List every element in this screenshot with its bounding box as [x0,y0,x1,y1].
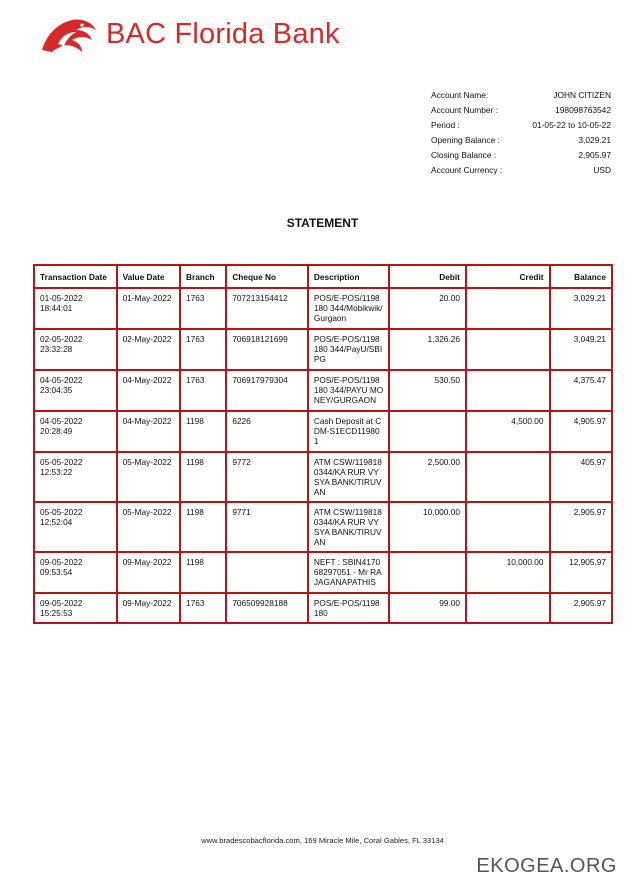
balance: 4,905.97 [550,411,612,452]
transaction-date: 02-05-2022 23:32:28 [34,329,117,370]
balance: 405.97 [550,452,612,502]
cheque-no: 6226 [226,411,308,452]
debit: 99.00 [389,593,466,623]
value-date: 04-May-2022 [117,370,180,411]
cheque-no: 9772 [226,452,308,502]
description: ATM CSW/1198180344/KA RUR VYSYA BANK/TIRUVAN [308,502,390,552]
cheque-no: 707213154412 [226,288,308,329]
table-row [34,370,612,411]
col-debit: Debit [389,265,466,288]
closing-balance-label: Closing Balance : [431,150,497,160]
credit [466,288,550,329]
cheque-no: 706509928188 [226,593,308,623]
bank-logo [38,14,340,54]
statement-title: STATEMENT [286,216,359,230]
table-row [34,452,612,502]
col-value-date: Value Date [117,265,180,288]
debit: 2,500.00 [389,452,466,502]
col-branch: Branch [180,265,226,288]
period-value: 01-05-22 to 10-05-22 [532,120,611,130]
col-balance: Balance [550,265,612,288]
account-info-row [431,148,611,163]
lion-logo-icon [38,14,100,54]
branch: 1198 [180,502,226,552]
transaction-date: 04-05-2022 23:04:35 [34,370,117,411]
table-header-row [34,265,612,288]
opening-balance-value: 3,029.21 [578,135,611,145]
account-currency-label: Account Currency : [431,165,503,175]
account-info-row [431,163,611,178]
value-date: 09-May-2022 [117,593,180,623]
transaction-date: 09-05-2022 09:53:54 [34,552,117,593]
debit [389,552,466,593]
account-info-row [431,118,611,133]
branch: 1763 [180,593,226,623]
transaction-date: 05-05-2022 12:52:04 [34,502,117,552]
transaction-date: 05-05-2022 12:53:22 [34,452,117,502]
account-number-value: 198098763542 [555,105,611,115]
value-date: 01-May-2022 [117,288,180,329]
balance: 3,049.21 [550,329,612,370]
account-info-row [431,133,611,148]
watermark: EKOGEA.ORG [476,855,617,877]
cheque-no: 9771 [226,502,308,552]
account-name-value: JOHN CITIZEN [553,90,611,100]
debit: 530.50 [389,370,466,411]
debit [389,411,466,452]
credit [466,370,550,411]
credit [466,502,550,552]
debit: 1,326.26 [389,329,466,370]
debit: 10,000.00 [389,502,466,552]
transactions-table [33,264,613,624]
description: POS/E-POS/1198180 344/PAYU MONEY/GURGAON [308,370,390,411]
col-description: Description [308,265,390,288]
value-date: 05-May-2022 [117,502,180,552]
table-row [34,593,612,623]
branch: 1763 [180,329,226,370]
table-row [34,502,612,552]
account-info [431,88,611,178]
cheque-no [226,552,308,593]
account-number-label: Account Number : [431,105,499,115]
balance: 2,905.97 [550,502,612,552]
balance: 12,905.97 [550,552,612,593]
value-date: 05-May-2022 [117,452,180,502]
credit: 4,500.00 [466,411,550,452]
table-row [34,329,612,370]
branch: 1198 [180,411,226,452]
description: POS/E-POS/1198180 344/Mobikwik/Gurgaon [308,288,390,329]
period-label: Period : [431,120,460,130]
balance: 2,905.97 [550,593,612,623]
account-currency-value: USD [593,165,611,175]
credit: 10,000.00 [466,552,550,593]
closing-balance-value: 2,905.97 [578,150,611,160]
description: POS/E-POS/1198180 344/PayU/SBIPG [308,329,390,370]
branch: 1198 [180,452,226,502]
credit [466,329,550,370]
branch: 1198 [180,552,226,593]
transaction-date: 04-05-2022 20:28:49 [34,411,117,452]
value-date: 02-May-2022 [117,329,180,370]
balance: 3,029.21 [550,288,612,329]
cheque-no: 706918121699 [226,329,308,370]
credit [466,452,550,502]
value-date: 09-May-2022 [117,552,180,593]
table-row [34,288,612,329]
description: NEFT : SBIN417068297051 - Mr RAJAGANAPATHIS [308,552,390,593]
table-row [34,552,612,593]
account-info-row [431,88,611,103]
description: ATM CSW/1198180344/KA RUR VYSYA BANK/TIRUVAN [308,452,390,502]
account-name-label: Account Name: [431,90,489,100]
value-date: 04-May-2022 [117,411,180,452]
transaction-date: 01-05-2022 18:44:01 [34,288,117,329]
transaction-date: 09-05-2022 15:25:53 [34,593,117,623]
branch: 1763 [180,288,226,329]
credit [466,593,550,623]
col-transaction-date: Transaction Date [34,265,117,288]
col-credit: Credit [466,265,550,288]
account-info-row [431,103,611,118]
debit: 20.00 [389,288,466,329]
branch: 1763 [180,370,226,411]
col-cheque-no: Cheque No [226,265,308,288]
footer-address: www.bradescobacflorida.com, 169 Miracle Mile, Coral Gables, FL 33134 [201,836,444,845]
cheque-no: 706917979304 [226,370,308,411]
balance: 4,375.47 [550,370,612,411]
opening-balance-label: Opening Balance : [431,135,500,145]
description: POS/E-POS/1198180 [308,593,390,623]
description: Cash Deposit at CDM-S1ECD119801 [308,411,390,452]
bank-name: BAC Florida Bank [106,17,340,50]
table-row [34,411,612,452]
